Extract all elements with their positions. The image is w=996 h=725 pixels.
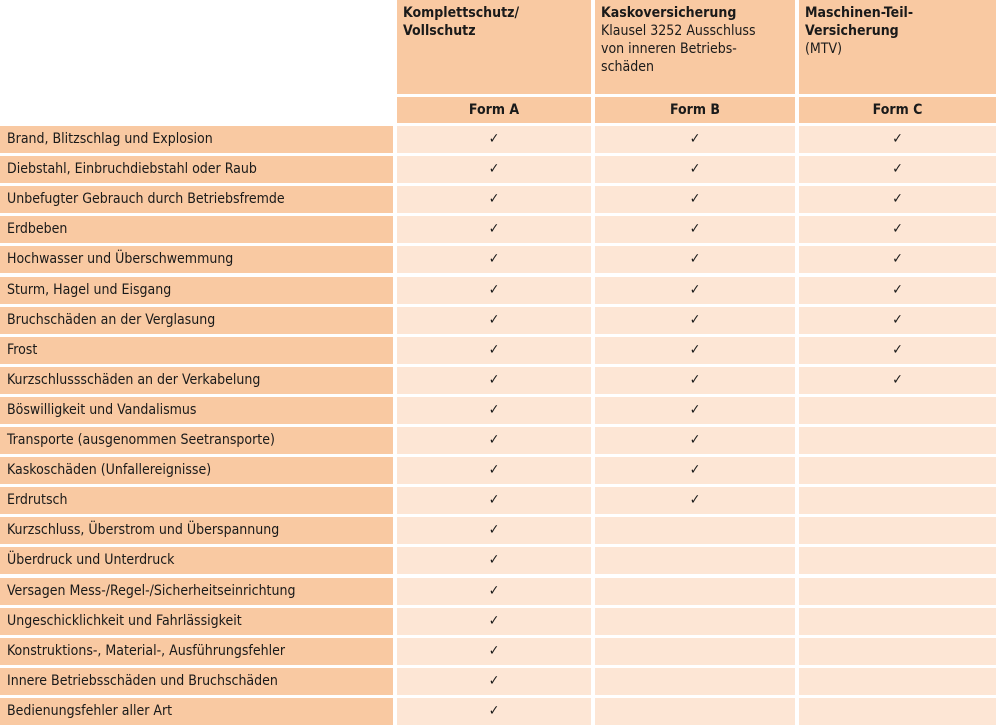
form-c-cell bbox=[799, 698, 996, 725]
form-a-cell bbox=[397, 367, 591, 394]
risk-label: Diebstahl, Einbruchdiebstahl oder Raub bbox=[0, 156, 393, 183]
table-row bbox=[0, 547, 996, 574]
header-kaskoversicherung bbox=[595, 0, 795, 94]
form-b-cell bbox=[595, 427, 795, 454]
form-a-cell bbox=[397, 307, 591, 334]
check-icon: ✓ bbox=[488, 492, 500, 508]
check-icon: ✓ bbox=[892, 221, 903, 237]
check-icon: ✓ bbox=[892, 251, 903, 267]
form-c-cell bbox=[799, 547, 996, 574]
check-icon: ✓ bbox=[488, 643, 500, 659]
risk-label: Hochwasser und Überschwemmung bbox=[0, 246, 393, 273]
form-c-cell bbox=[799, 397, 996, 424]
form-c-cell bbox=[799, 216, 996, 243]
check-icon: ✓ bbox=[892, 312, 903, 328]
form-a-cell bbox=[397, 698, 591, 725]
check-icon: ✓ bbox=[488, 432, 500, 448]
form-c-cell bbox=[799, 668, 996, 695]
form-c-cell bbox=[799, 246, 996, 273]
form-a-cell bbox=[397, 427, 591, 454]
table-row bbox=[0, 427, 996, 454]
header-title: Kaskoversicherung bbox=[601, 5, 737, 21]
form-a-cell bbox=[397, 156, 591, 183]
form-c-cell bbox=[799, 307, 996, 334]
form-c-cell bbox=[799, 277, 996, 304]
form-b-cell bbox=[595, 307, 795, 334]
check-icon: ✓ bbox=[488, 191, 500, 207]
check-icon: ✓ bbox=[892, 282, 903, 298]
table-row bbox=[0, 307, 996, 334]
table-row bbox=[0, 397, 996, 424]
risk-label: Ungeschicklichkeit und Fahrlässigkeit bbox=[0, 608, 393, 635]
table-row bbox=[0, 457, 996, 484]
risk-label: Kaskoschäden (Unfallereignisse) bbox=[0, 457, 393, 484]
check-icon: ✓ bbox=[488, 221, 500, 237]
form-c-label: Form C bbox=[799, 97, 996, 123]
risk-label: Versagen Mess-/Regel-/Sicherheitseinrichtung bbox=[0, 578, 393, 605]
form-a-cell bbox=[397, 547, 591, 574]
check-icon: ✓ bbox=[488, 613, 500, 629]
form-a-cell bbox=[397, 578, 591, 605]
form-b-cell bbox=[595, 337, 795, 364]
form-c-cell bbox=[799, 186, 996, 213]
form-c-cell bbox=[799, 578, 996, 605]
form-c-cell bbox=[799, 608, 996, 635]
form-b-cell bbox=[595, 367, 795, 394]
form-a-cell bbox=[397, 457, 591, 484]
form-b-cell bbox=[595, 547, 795, 574]
table-row bbox=[0, 156, 996, 183]
header-komplettschutz bbox=[397, 0, 591, 94]
form-a-cell bbox=[397, 668, 591, 695]
risk-label: Überdruck und Unterdruck bbox=[0, 547, 393, 574]
form-a-cell bbox=[397, 246, 591, 273]
check-icon: ✓ bbox=[488, 402, 500, 418]
form-c-cell bbox=[799, 487, 996, 514]
check-icon: ✓ bbox=[689, 402, 701, 418]
form-c-cell bbox=[799, 367, 996, 394]
header-maschinen-teil bbox=[799, 0, 996, 94]
risk-label: Kurzschlussschäden an der Verkabelung bbox=[0, 367, 393, 394]
check-icon: ✓ bbox=[689, 161, 701, 177]
check-icon: ✓ bbox=[892, 191, 903, 207]
form-c-cell bbox=[799, 427, 996, 454]
form-b-cell bbox=[595, 186, 795, 213]
risk-label: Erdbeben bbox=[0, 216, 393, 243]
risk-label: Konstruktions-, Material-, Ausführungsfehler bbox=[0, 638, 393, 665]
check-icon: ✓ bbox=[689, 131, 701, 147]
check-icon: ✓ bbox=[689, 221, 701, 237]
risk-label: Erdrutsch bbox=[0, 487, 393, 514]
table-row bbox=[0, 608, 996, 635]
check-icon: ✓ bbox=[689, 312, 701, 328]
check-icon: ✓ bbox=[488, 282, 500, 298]
risk-label: Innere Betriebsschäden und Bruchschäden bbox=[0, 668, 393, 695]
form-b-label: Form B bbox=[595, 97, 795, 123]
form-b-cell bbox=[595, 668, 795, 695]
table-row bbox=[0, 638, 996, 665]
table-row bbox=[0, 487, 996, 514]
check-icon: ✓ bbox=[689, 462, 701, 478]
risk-label: Frost bbox=[0, 337, 393, 364]
check-icon: ✓ bbox=[892, 372, 903, 388]
form-b-cell bbox=[595, 126, 795, 153]
check-icon: ✓ bbox=[488, 583, 500, 599]
risk-label: Bruchschäden an der Verglasung bbox=[0, 307, 393, 334]
form-c-cell bbox=[799, 457, 996, 484]
form-c-cell bbox=[799, 517, 996, 544]
risk-label: Kurzschluss, Überstrom und Überspannung bbox=[0, 517, 393, 544]
header-subtitle: (MTV) bbox=[805, 41, 843, 57]
header-title: Komplettschutz/ Vollschutz bbox=[403, 5, 520, 39]
check-icon: ✓ bbox=[488, 312, 500, 328]
table-row bbox=[0, 186, 996, 213]
check-icon: ✓ bbox=[689, 372, 701, 388]
check-icon: ✓ bbox=[488, 372, 500, 388]
table-row bbox=[0, 337, 996, 364]
form-a-cell bbox=[397, 277, 591, 304]
form-a-cell bbox=[397, 216, 591, 243]
check-icon: ✓ bbox=[892, 161, 903, 177]
table-row bbox=[0, 126, 996, 153]
form-a-cell bbox=[397, 638, 591, 665]
check-icon: ✓ bbox=[488, 131, 500, 147]
risk-label: Böswilligkeit und Vandalismus bbox=[0, 397, 393, 424]
form-b-cell bbox=[595, 156, 795, 183]
form-b-cell bbox=[595, 487, 795, 514]
risk-label: Sturm, Hagel und Eisgang bbox=[0, 277, 393, 304]
table-row bbox=[0, 367, 996, 394]
table-row bbox=[0, 578, 996, 605]
table-row bbox=[0, 698, 996, 725]
form-b-cell bbox=[595, 457, 795, 484]
form-a-cell bbox=[397, 397, 591, 424]
form-b-cell bbox=[595, 397, 795, 424]
form-a-cell bbox=[397, 126, 591, 153]
form-a-cell bbox=[397, 517, 591, 544]
form-a-cell bbox=[397, 186, 591, 213]
form-a-cell bbox=[397, 337, 591, 364]
table-row bbox=[0, 216, 996, 243]
header-subtitle: Klausel 3252 Ausschluss von inneren Betriebs-schäden bbox=[601, 23, 756, 75]
check-icon: ✓ bbox=[689, 492, 701, 508]
form-c-cell bbox=[799, 156, 996, 183]
form-b-cell bbox=[595, 638, 795, 665]
form-c-cell bbox=[799, 126, 996, 153]
check-icon: ✓ bbox=[488, 673, 500, 689]
form-b-cell bbox=[595, 578, 795, 605]
form-a-cell bbox=[397, 608, 591, 635]
check-icon: ✓ bbox=[488, 703, 500, 719]
check-icon: ✓ bbox=[488, 251, 500, 267]
check-icon: ✓ bbox=[488, 161, 500, 177]
check-icon: ✓ bbox=[488, 522, 500, 538]
check-icon: ✓ bbox=[689, 282, 701, 298]
risk-label: Unbefugter Gebrauch durch Betriebsfremde bbox=[0, 186, 393, 213]
form-c-cell bbox=[799, 638, 996, 665]
check-icon: ✓ bbox=[892, 342, 903, 358]
check-icon: ✓ bbox=[892, 131, 903, 147]
check-icon: ✓ bbox=[689, 432, 701, 448]
check-icon: ✓ bbox=[488, 552, 500, 568]
table-row bbox=[0, 668, 996, 695]
form-a-label: Form A bbox=[397, 97, 591, 123]
check-icon: ✓ bbox=[488, 462, 500, 478]
check-icon: ✓ bbox=[689, 342, 701, 358]
form-b-cell bbox=[595, 608, 795, 635]
risk-label: Brand, Blitzschlag und Explosion bbox=[0, 126, 393, 153]
form-b-cell bbox=[595, 216, 795, 243]
risk-label: Bedienungsfehler aller Art bbox=[0, 698, 393, 725]
check-icon: ✓ bbox=[689, 251, 701, 267]
form-b-cell bbox=[595, 246, 795, 273]
form-a-cell bbox=[397, 487, 591, 514]
form-b-cell bbox=[595, 277, 795, 304]
check-icon: ✓ bbox=[689, 191, 701, 207]
form-b-cell bbox=[595, 698, 795, 725]
form-c-cell bbox=[799, 337, 996, 364]
form-b-cell bbox=[595, 517, 795, 544]
table-row bbox=[0, 517, 996, 544]
risk-label: Transporte (ausgenommen Seetransporte) bbox=[0, 427, 393, 454]
table-row bbox=[0, 246, 996, 273]
header-title: Maschinen-Teil-Versicherung bbox=[805, 5, 914, 39]
table-row bbox=[0, 277, 996, 304]
check-icon: ✓ bbox=[488, 342, 500, 358]
